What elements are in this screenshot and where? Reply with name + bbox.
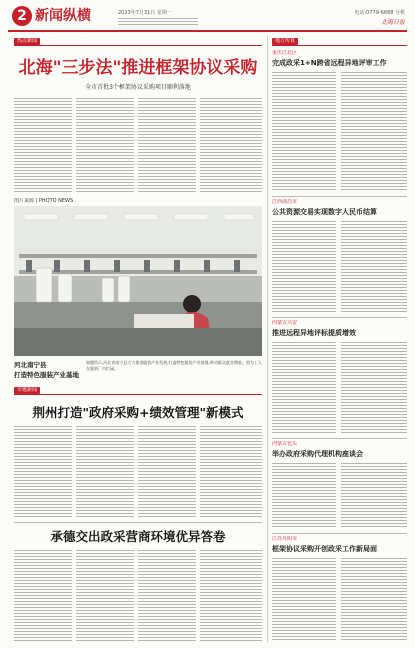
- right-divider-1: [272, 196, 407, 197]
- lead-body-col1: [14, 98, 72, 194]
- bottom-body-col4: [200, 550, 262, 642]
- right-section-5-title: 框架协议采购开创政采工作新局面: [272, 545, 377, 553]
- lead-headline: 北海"三步法"推进框架协议采购: [18, 58, 258, 78]
- right-section-4-body-b: [341, 463, 407, 529]
- right-section-4-title: 举办政府采购代理机构座谈会: [272, 450, 363, 458]
- right-tag-underline: [272, 45, 407, 46]
- tag-underline: [14, 45, 262, 46]
- hot-news-tag: 热点新闻: [14, 38, 40, 45]
- section-name: 新闻纵横: [35, 8, 91, 24]
- lead-subhead: 全市首批3个框架协议采购项目顺利落地: [85, 84, 191, 91]
- bottom-body-col1: [14, 550, 72, 642]
- right-section-1-title: 完成政采1+N跨省远程异地评审工作: [272, 59, 387, 67]
- middle-body-col3: [138, 426, 196, 518]
- right-section-4-region: 内蒙古包头: [272, 441, 298, 447]
- right-section-2-title: 公共资源交易实现数字人民币结算: [272, 208, 377, 216]
- column-divider: [267, 36, 268, 642]
- right-section-1-body-a: [272, 72, 336, 192]
- right-divider-4: [272, 533, 407, 534]
- factory-photo: [14, 206, 262, 356]
- right-section-3-body-a: [272, 342, 336, 434]
- masthead-date: 2023年7月31日 星期一: [118, 10, 172, 16]
- lead-body-col4: [200, 98, 262, 194]
- masthead-info-lines: [118, 18, 198, 26]
- photo-label: 图片来源 | PHOTO NEWS: [14, 198, 74, 204]
- photo-caption-title: 河北南宁县 打造特色服装产业基地: [14, 361, 79, 379]
- middle-body-col2: [76, 426, 134, 518]
- right-section-1-body-b: [341, 72, 407, 192]
- bottom-headline: 承德交出政采营商环境优异答卷: [50, 529, 226, 544]
- middle-body-col4: [200, 426, 262, 518]
- photo-caption-body: 如题所示,河北省南宁县大力推进服装产业发展,打造特色服装产业基地,带动群众就业增收。图为工人在服装厂内忙碌。: [86, 360, 262, 371]
- bottom-body-col2: [76, 550, 134, 642]
- right-section-2-region: 江西南昌市: [272, 199, 298, 205]
- feature-news-tag: 专题新闻: [14, 387, 40, 394]
- local-news-tag: 地方传真: [272, 38, 298, 45]
- right-section-4-body-a: [272, 463, 336, 529]
- lead-body-col2: [76, 98, 134, 194]
- right-section-2-body-b: [341, 221, 407, 313]
- masthead-contact: 电话:0779-6688 分机: [354, 10, 405, 16]
- middle-body-col1: [14, 426, 72, 518]
- middle-headline: 荆州打造"政府采购+绩效管理"新模式: [32, 405, 244, 420]
- right-section-3-title: 推进远程异地评标提质增效: [272, 329, 356, 337]
- right-section-5-region: 江苏丹阳市: [272, 536, 298, 542]
- right-divider-2: [272, 317, 407, 318]
- right-section-3-body-b: [341, 342, 407, 434]
- factory-illustration: [14, 206, 262, 356]
- masthead-rule: [8, 30, 407, 32]
- lead-body-col3: [138, 98, 196, 194]
- right-section-5-body-b: [341, 558, 407, 642]
- right-section-2-body-a: [272, 221, 336, 313]
- right-section-1-region: 重庆江北区: [272, 50, 298, 56]
- middle-tag-underline: [14, 394, 262, 395]
- right-section-3-region: 内蒙古兴安: [272, 320, 298, 326]
- bottom-divider: [14, 522, 262, 523]
- section-number-badge: 2: [12, 6, 32, 26]
- right-section-5-body-a: [272, 558, 336, 642]
- bottom-body-col3: [138, 550, 196, 642]
- right-divider-3: [272, 438, 407, 439]
- masthead-brand: 北海日报: [380, 19, 405, 26]
